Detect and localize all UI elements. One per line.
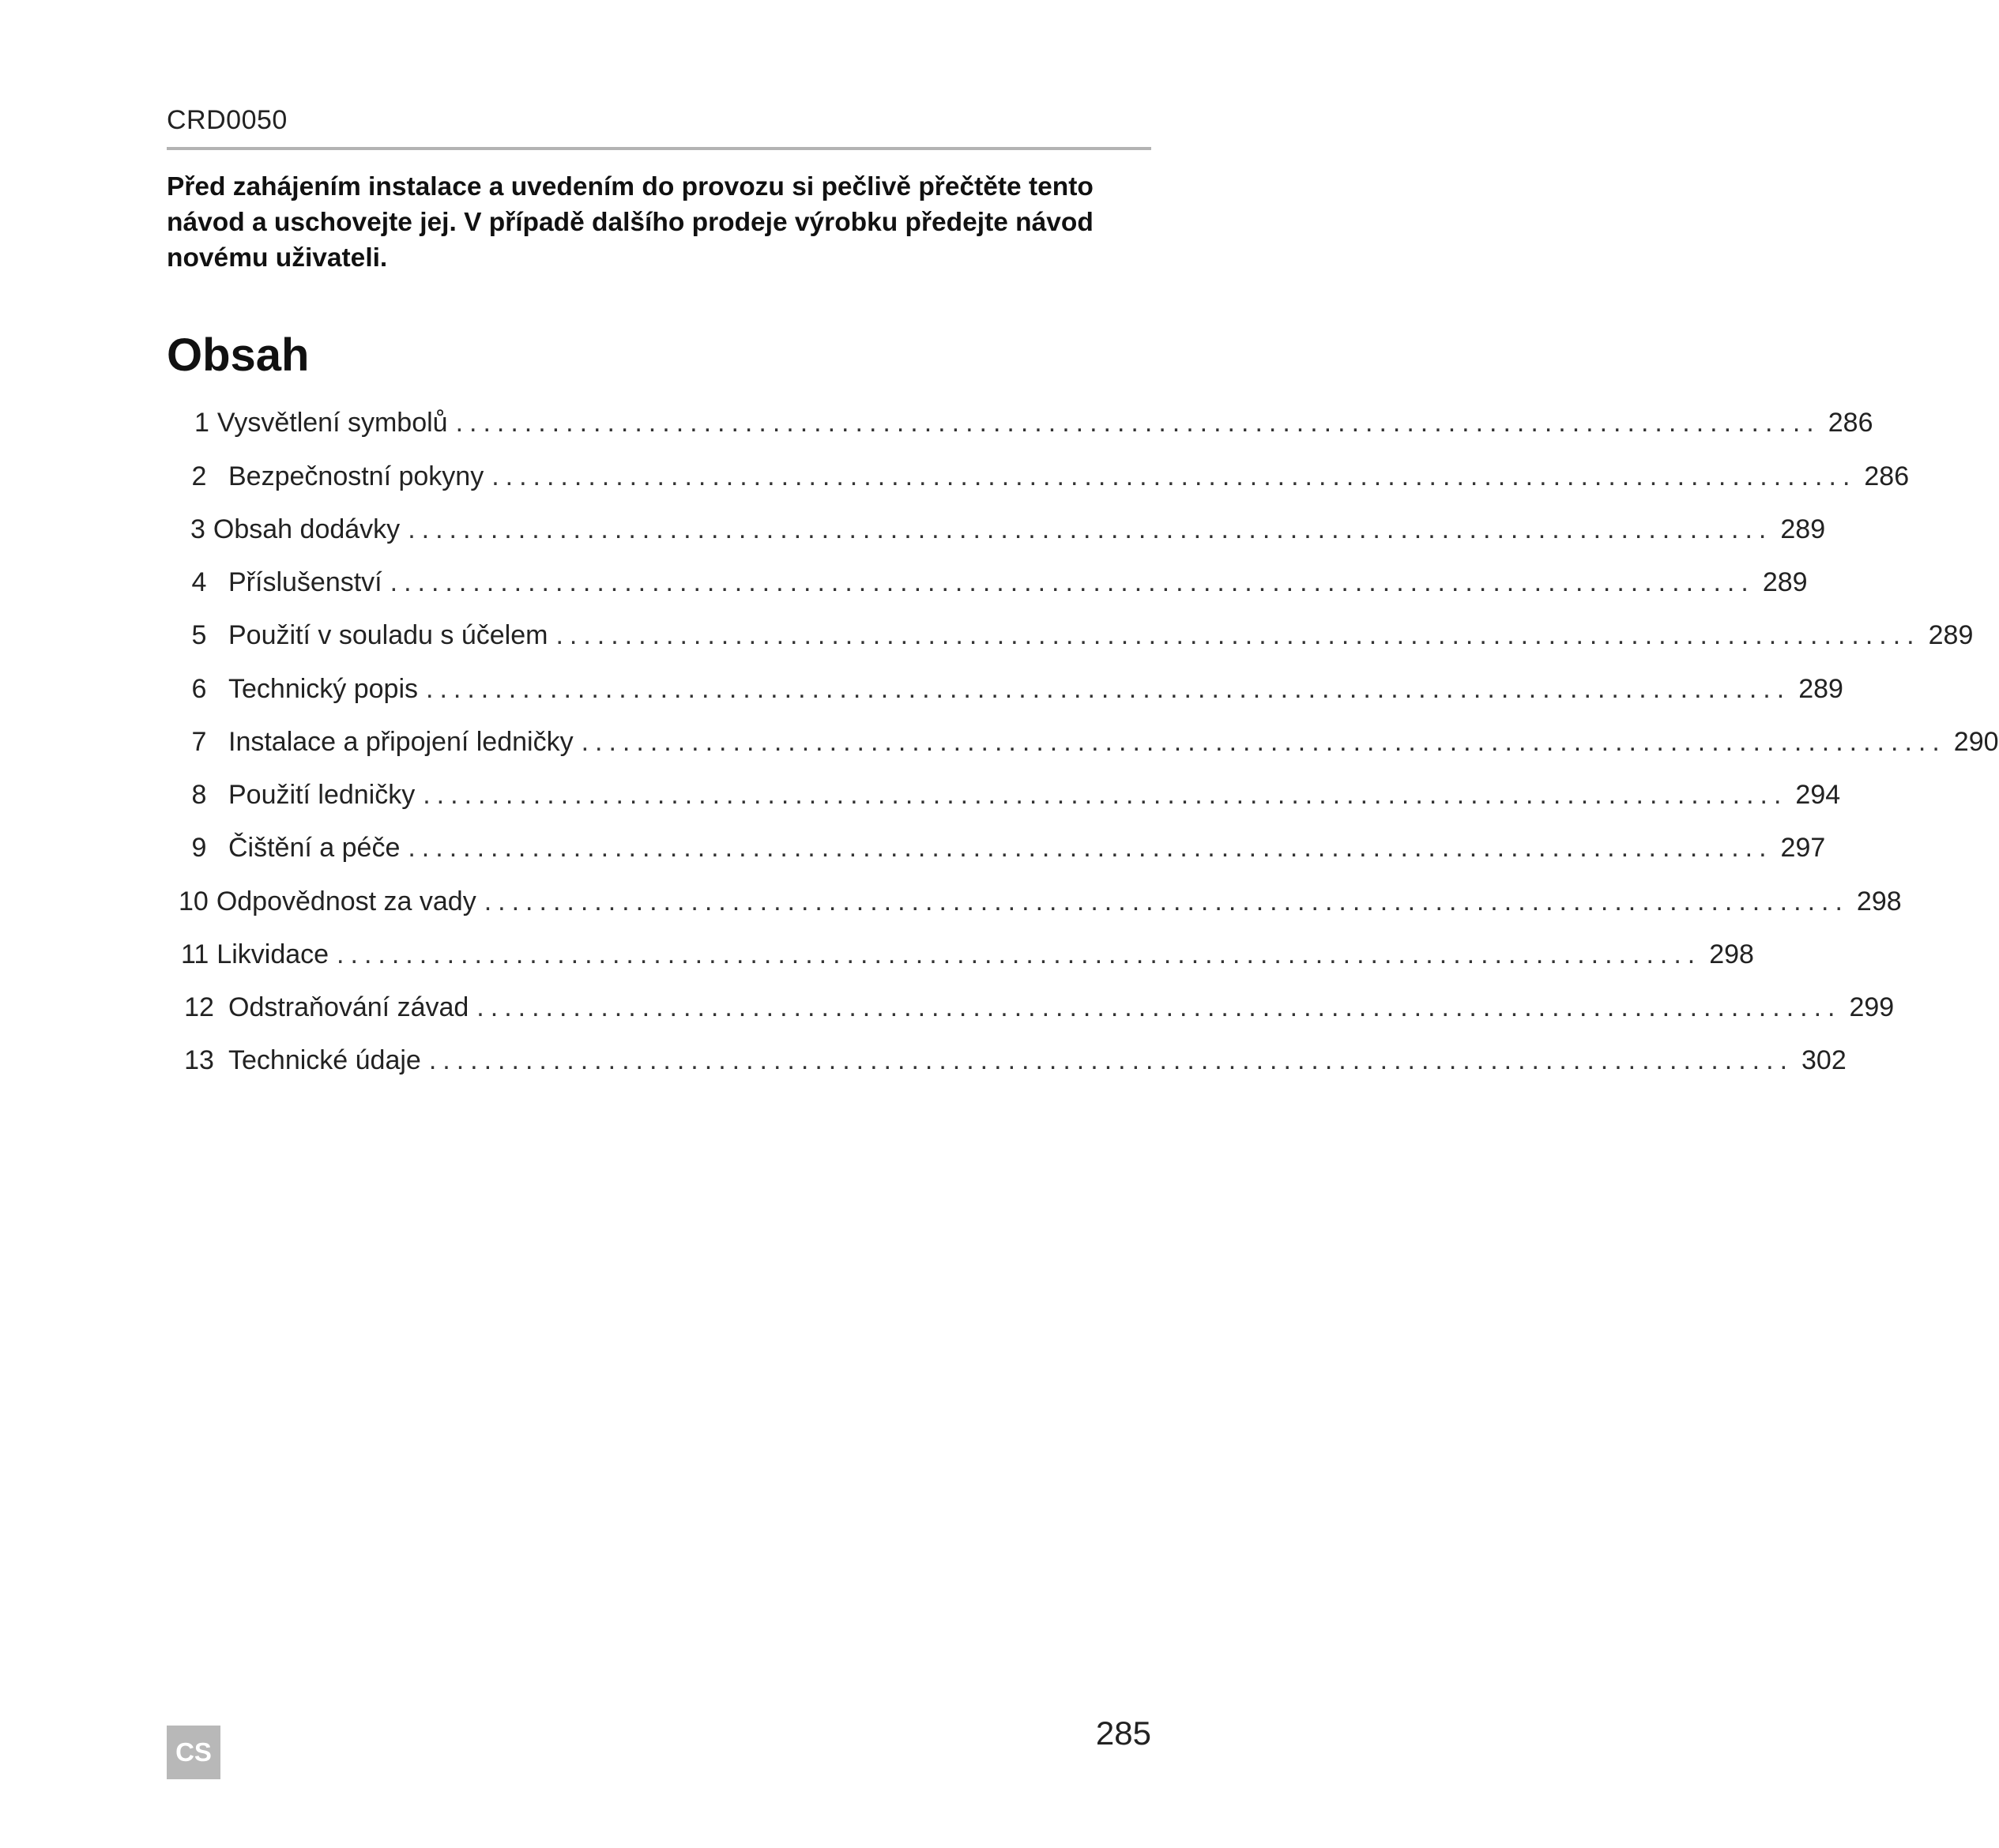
toc-item-label: Odpovědnost za vady xyxy=(216,886,476,916)
toc-item-label: Použití ledničky xyxy=(228,780,416,810)
toc-item-page: 286 xyxy=(1828,408,1873,438)
toc-item-page: 290 xyxy=(1953,727,1999,757)
toc-item-number: 5 xyxy=(191,620,207,650)
toc-item-page: 286 xyxy=(1864,461,1910,491)
header-divider xyxy=(167,147,1151,150)
toc-leader-dots: ................................................................................................... xyxy=(455,408,1820,438)
toc-item[interactable] xyxy=(179,886,1902,923)
toc-item-number: 3 xyxy=(190,514,205,544)
toc-leader-dots: ................................................................................................... xyxy=(484,886,1849,916)
toc-item-label: Použití v souladu s účelem xyxy=(228,620,548,650)
toc-leader-dots: ................................................................................................... xyxy=(476,992,1842,1022)
toc-item[interactable] xyxy=(170,620,1974,657)
toc-item-label: Technický popis xyxy=(228,674,419,704)
toc-item-number: 2 xyxy=(191,461,207,491)
toc-item-number: 10 xyxy=(179,886,209,916)
toc-leader-dots: ................................................................................................... xyxy=(423,780,1788,810)
toc-item-page: 299 xyxy=(1849,992,1895,1022)
toc-item-page: 289 xyxy=(1798,674,1843,704)
toc-item-page: 298 xyxy=(1709,939,1754,969)
toc-item-number: 4 xyxy=(191,567,207,597)
toc-item[interactable] xyxy=(170,674,1843,710)
toc-item[interactable] xyxy=(170,992,1895,1029)
toc-item-page: 297 xyxy=(1780,833,1826,863)
toc-item[interactable] xyxy=(170,461,1910,498)
toc-leader-dots: ................................................................................................... xyxy=(428,1045,1794,1075)
toc-leader-dots: ................................................................................................... xyxy=(390,567,1755,597)
toc-item-label: Příslušenství xyxy=(228,567,382,597)
toc-leader-dots: ................................................................................................... xyxy=(337,939,1702,969)
toc-item-number: 6 xyxy=(191,674,207,704)
toc-leader-dots: ................................................................................................... xyxy=(426,674,1791,704)
toc-leader-dots: ................................................................................................... xyxy=(581,727,1946,757)
toc-item[interactable] xyxy=(194,408,1873,444)
model-code: CRD0050 xyxy=(167,105,288,135)
toc-item[interactable] xyxy=(170,833,1826,869)
toc-item-page: 289 xyxy=(1762,567,1808,597)
toc-title: Obsah xyxy=(167,329,310,381)
toc-item-label: Odstraňování závad xyxy=(228,992,469,1022)
toc-leader-dots: ................................................................................................... xyxy=(491,461,1857,491)
intro-notice: Před zahájením instalace a uvedením do provozu si pečlivě přečtěte tento návod a uschovejte jej. V případě dalšího prodeje výrobku předejte návod novému uživateli. xyxy=(167,172,1094,273)
toc-item-number: 9 xyxy=(191,833,207,863)
toc-item-label: Likvidace xyxy=(216,939,329,969)
toc-item[interactable] xyxy=(170,780,1841,816)
toc-leader-dots: ................................................................................................... xyxy=(408,833,1773,863)
toc-item-page: 289 xyxy=(1928,620,1974,650)
toc-item-number: 7 xyxy=(191,727,207,757)
toc-item-number: 11 xyxy=(181,939,209,969)
page-number: 285 xyxy=(1095,1714,1151,1752)
toc-leader-dots: ................................................................................................... xyxy=(555,620,1921,650)
toc-item-label: Bezpečnostní pokyny xyxy=(228,461,484,491)
toc-item-page: 294 xyxy=(1795,780,1841,810)
toc-item-label: Instalace a připojení ledničky xyxy=(228,727,574,757)
toc-item-number: 8 xyxy=(191,780,207,810)
toc-item[interactable] xyxy=(190,514,1826,551)
toc-item-label: Technické údaje xyxy=(228,1045,421,1075)
toc-item-page: 289 xyxy=(1780,514,1826,544)
toc-item-number: 12 xyxy=(184,992,214,1022)
toc-leader-dots: ................................................................................................... xyxy=(408,514,1773,544)
toc-item-page: 298 xyxy=(1856,886,1902,916)
toc-item[interactable] xyxy=(170,567,1808,604)
toc-item-label: Vysvětlení symbolů xyxy=(216,408,448,438)
toc-item-number: 13 xyxy=(184,1045,214,1075)
toc-item-label: Obsah dodávky xyxy=(213,514,401,544)
toc-item[interactable] xyxy=(181,939,1754,976)
language-badge: CS xyxy=(167,1726,220,1779)
toc-item-page: 302 xyxy=(1801,1045,1847,1075)
toc-item[interactable] xyxy=(170,1045,1847,1082)
toc-item-number: 1 xyxy=(194,408,209,438)
toc-item-label: Čištění a péče xyxy=(228,833,401,863)
toc-item[interactable] xyxy=(170,727,1999,763)
